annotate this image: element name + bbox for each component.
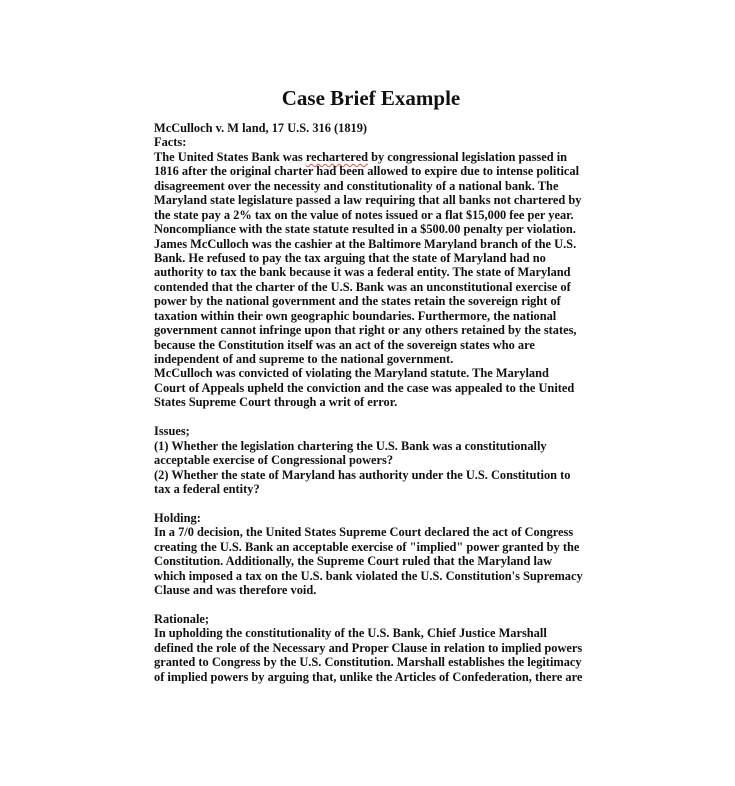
- document-body: [154, 121, 654, 684]
- facts-line: [154, 150, 654, 164]
- facts-heading: Facts:: [154, 135, 187, 150]
- case-citation: McCulloch v. M land, 17 U.S. 316 (1819): [154, 121, 368, 135]
- spellcheck-flagged-word[interactable]: rechartered: [305, 149, 368, 164]
- facts-line-text: by congressional legislation passed in: [367, 149, 568, 164]
- issues-heading: Issues;: [154, 424, 190, 439]
- paragraph-spacer: [154, 597, 654, 611]
- issues-line: (1) Whether the legislation chartering the U.S. Bank was a constitutionally: [154, 438, 547, 453]
- paragraph-spacer: [154, 410, 654, 424]
- issues-line: acceptable exercise of Congressional powers?: [154, 453, 394, 468]
- rationale-line: In upholding the constitutionality of the U.S. Bank, Chief Justice Marshall: [154, 626, 547, 641]
- facts-line: Court of Appeals upheld the conviction and the case was appealed to the United: [154, 380, 575, 395]
- facts-line: disagreement over the necessity and constitutionality of a national bank. The: [154, 178, 559, 193]
- issues-line: tax a federal entity?: [154, 481, 260, 496]
- facts-line: 1816 after the original charter had been allowed to expire due to intense political: [154, 164, 580, 179]
- facts-line: power by the national government and the states retain the sovereign right of: [154, 294, 561, 309]
- paragraph-spacer: [154, 496, 654, 510]
- facts-line-text: The United States Bank was: [154, 149, 306, 164]
- rationale-line: of implied powers by arguing that, unlike the Articles of Confederation, there are: [154, 669, 583, 684]
- facts-line: Noncompliance with the state statute resulted in a $500.00 penalty per violation.: [154, 222, 576, 237]
- holding-heading: Holding:: [154, 510, 201, 525]
- facts-line: the state pay a 2% tax on the value of notes issued or a flat $15,000 fee per year.: [154, 207, 574, 222]
- facts-line: Maryland state legislature passed a law requiring that all banks not chartered by: [154, 193, 582, 208]
- facts-line: government cannot infringe upon that right or any others retained by the states,: [154, 323, 577, 338]
- document-title: Case Brief Example: [281, 86, 461, 110]
- facts-line: authority to tax the bank because it was a federal entity. The state of Maryland: [154, 265, 571, 280]
- rationale-heading: Rationale;: [154, 611, 210, 626]
- facts-line: Bank. He refused to pay the tax arguing that the state of Maryland had no: [154, 250, 546, 265]
- holding-line: In a 7/0 decision, the United States Supreme Court declared the act of Congress: [154, 525, 574, 540]
- facts-line: independent of and supreme to the national government.: [154, 352, 454, 366]
- rationale-line: granted to Congress by the U.S. Constitution. Marshall establishes the legitimacy: [154, 655, 582, 670]
- facts-line: taxation within their own geographic boundaries. Furthermore, the national: [154, 308, 557, 323]
- holding-line: which imposed a tax on the U.S. bank violated the U.S. Constitution's Supremacy: [154, 568, 583, 583]
- holding-line: Clause and was therefore void.: [154, 583, 317, 597]
- holding-line: Constitution. Additionally, the Supreme Court ruled that the Maryland law: [154, 554, 553, 569]
- issues-line: (2) Whether the state of Maryland has authority under the U.S. Constitution to: [154, 467, 571, 482]
- facts-line: States Supreme Court through a writ of error.: [154, 395, 398, 410]
- holding-line: creating the U.S. Bank an acceptable exercise of "implied" power granted by the: [154, 539, 580, 554]
- facts-line: contended that the charter of the U.S. Bank was an unconstitutional exercise of: [154, 279, 571, 294]
- facts-line: James McCulloch was the cashier at the Baltimore Maryland branch of the U.S.: [154, 236, 577, 251]
- rationale-line: defined the role of the Necessary and Proper Clause in relation to implied powers: [154, 640, 583, 655]
- facts-line: because the Constitution itself was an act of the sovereign states who are: [154, 337, 535, 352]
- facts-line: McCulloch was convicted of violating the Maryland statute. The Maryland: [154, 366, 549, 381]
